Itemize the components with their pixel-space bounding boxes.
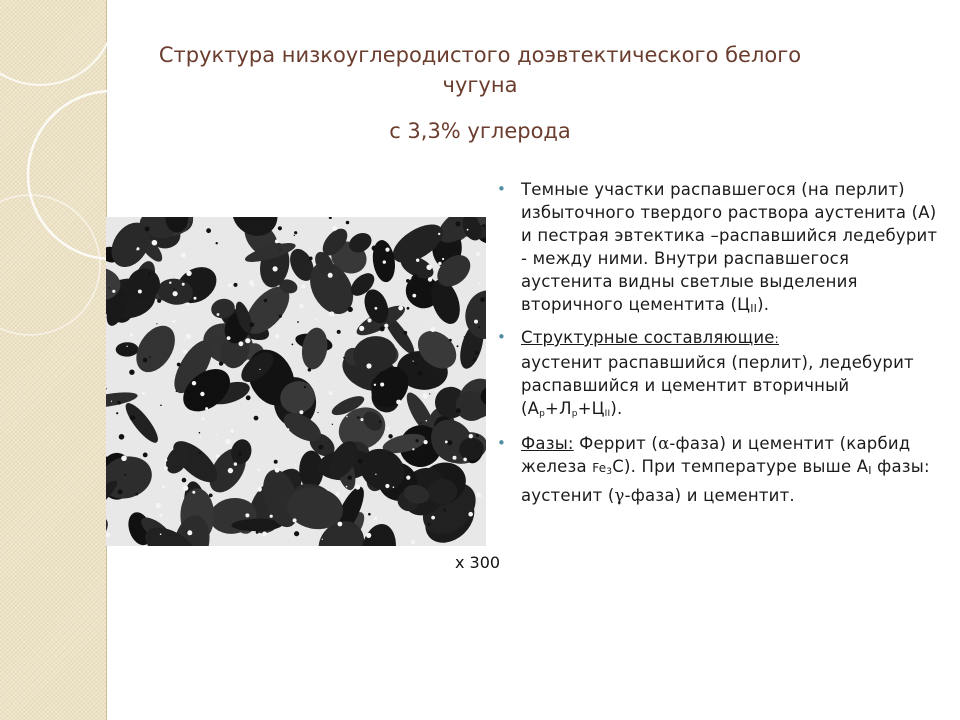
- components-mid-2: +Ц: [577, 399, 605, 418]
- micrograph-image: [106, 217, 486, 546]
- title-line-1: Структура низкоуглеродистого доэвтектического белого: [158, 43, 802, 67]
- micrograph-texture: [106, 217, 486, 546]
- bullet-item-components: [494, 326, 940, 426]
- bullet-item-description: [494, 178, 940, 320]
- components-sub-2: р: [571, 409, 578, 419]
- phases-text-3: ). При температуре выше А: [623, 457, 869, 476]
- bullet-dot-icon: •: [497, 434, 507, 452]
- components-colon: :: [774, 332, 779, 346]
- carbon-symbol: C: [612, 457, 624, 476]
- phases-text-2: -фаза) и цементит (карбид железа: [521, 434, 911, 476]
- bullet-dot-icon: •: [497, 328, 507, 346]
- slide-title: [110, 40, 850, 100]
- title-line-2: чугуна: [442, 73, 518, 97]
- iron-subscript: 3: [606, 467, 613, 477]
- phases-label: Фазы:: [521, 434, 574, 453]
- bullet-text-end: ).: [757, 295, 770, 314]
- decorative-side-band: [0, 0, 107, 720]
- components-mid-1: +Л: [545, 399, 572, 418]
- components-text: аустенит распавшийся (перлит), ледебурит распавшийся и цементит вторичный (А: [521, 353, 914, 418]
- bullet-list: [494, 178, 940, 513]
- components-end: ).: [610, 399, 623, 418]
- phases-text-5: -фаза) и цементит.: [624, 486, 795, 505]
- components-label: Структурные составляющие: [521, 328, 775, 347]
- phases-text-1: Феррит (: [573, 434, 659, 453]
- phases-text-4: фазы: аустенит (: [521, 457, 930, 505]
- bullet-subscript: II: [750, 302, 758, 315]
- bullet-dot-icon: •: [497, 180, 507, 198]
- bullet-text: Темные участки распавшегося (на перлит) избыточного твердого раствора аустенита (А) и пестрая эвтектика –распавшийся ледебурит - между ними. Внутри распавшегося аустенита видны светлые выделения вторичного цементита (Ц: [521, 180, 938, 314]
- components-sub-1: р: [539, 409, 546, 419]
- alpha-symbol: α: [658, 434, 670, 453]
- bullet-item-phases: [494, 432, 940, 507]
- a-subscript: I: [868, 464, 872, 477]
- components-sub-3: II: [604, 409, 611, 419]
- magnification-label: х 300: [455, 553, 501, 572]
- iron-symbol: Fe: [592, 461, 607, 475]
- gamma-symbol: γ: [614, 486, 625, 505]
- slide-subtitle: с 3,3% углерода: [389, 119, 571, 143]
